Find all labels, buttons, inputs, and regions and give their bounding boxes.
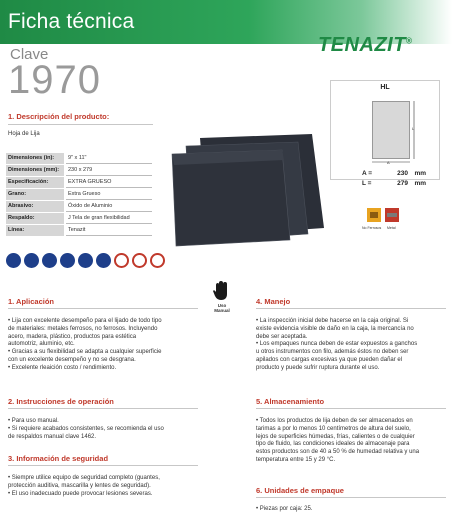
text-line: tipo de fluido, las condiciones ideales de almacenaje para	[256, 441, 410, 448]
text-line: tarimas a por lo menos 10 centímetros de altura del suelo,	[256, 425, 411, 432]
text-line: existe evidencia visible de daño en la caja, la mercancía no	[256, 325, 414, 332]
text-line: • Para uso manual.	[8, 418, 59, 424]
section-rule	[256, 497, 446, 498]
spec-value: J Tela de gran flexibilidad	[66, 213, 152, 224]
text-line: • Siempre utilice equipo de seguridad completo (guantes,	[8, 475, 160, 481]
manual-caption-line1: Uso	[217, 303, 227, 308]
dimension-unit: mm	[414, 180, 426, 187]
section-aplicacion-title: 1. Aplicación	[8, 297, 54, 306]
spec-value: 230 x 279	[66, 165, 152, 176]
brand-mark: ®	[405, 36, 413, 46]
page-title: Ficha técnica	[8, 10, 135, 33]
mask-icon	[24, 253, 39, 268]
spec-value: Óxido de Aluminio	[66, 201, 152, 212]
goggles-icon	[6, 253, 21, 268]
manual-caption-line2: Manual	[214, 308, 230, 313]
section-almacenamiento-title: 5. Almacenamiento	[256, 397, 325, 406]
ear-protection-icon	[42, 253, 57, 268]
text-line: producto y puede sufrir ruptura durante el uso.	[256, 364, 380, 371]
spec-key: Abrasivo:	[6, 201, 64, 212]
text-line: • Si requiere acabados consistentes, se recomienda el uso	[8, 425, 164, 432]
description-rule	[8, 124, 153, 125]
no-fire-icon	[150, 253, 165, 268]
spec-key: Dimensiones (in):	[6, 153, 64, 164]
text-line: protección auditiva, mascarilla y lentes de seguridad).	[8, 482, 151, 489]
text-line: • La inspección inicial debe hacerse en la caja original. Si	[256, 318, 409, 324]
diagram-dimension-lines	[368, 98, 418, 166]
sheet-front	[172, 150, 290, 246]
clave-label: Clave	[10, 46, 49, 63]
text-line: • Todos los productos de lija deben de ser almacenados en	[256, 418, 413, 424]
text-line: de respaldos manual clave 1462.	[8, 433, 97, 440]
text-line: temperatura entre 15 y 29 °C.	[256, 456, 336, 463]
section-manejo-title: 4. Manejo	[256, 297, 291, 306]
no-hands-icon	[114, 253, 129, 268]
dimension-label-a: A	[387, 160, 390, 165]
dimension-row	[362, 180, 426, 187]
spec-value: Extra Grueso	[66, 189, 152, 200]
no-cut-icon	[132, 253, 147, 268]
dimension-label-l: L	[412, 126, 415, 131]
section-rule	[8, 308, 198, 309]
text-line: • Excelente rleaición costo / rendimiento.	[8, 364, 117, 371]
text-line: u otros instrumentos con filo, además éstos no deben ser	[256, 349, 409, 356]
gloves-icon	[60, 253, 75, 268]
section-empaque-title: 6. Unidades de empaque	[256, 486, 344, 495]
text-line: acero, madera, plástico, productos para estética	[8, 333, 137, 340]
metal-icon	[385, 208, 399, 222]
text-line: • Los empaques nunca deben de estar expuestos a ganchos	[256, 341, 418, 348]
spec-key: Especificación:	[6, 177, 64, 188]
diagram-title: HL	[380, 84, 390, 91]
section-aplicacion-text	[8, 318, 203, 373]
spec-value: 9" x 11"	[66, 153, 152, 164]
product-image	[152, 110, 332, 248]
spec-key: Línea:	[6, 225, 64, 236]
boots-icon	[96, 253, 111, 268]
dimension-row	[362, 170, 426, 177]
spec-row	[6, 177, 152, 188]
spec-row	[6, 153, 152, 164]
description-title: 1. Descripción del producto:	[8, 112, 110, 121]
brand-name: TENAZIT	[318, 34, 406, 56]
section-instrucciones-text	[8, 418, 203, 441]
manual-use-icon	[212, 280, 232, 302]
spec-row	[6, 225, 152, 236]
brand-logo	[318, 34, 412, 57]
spec-row	[6, 213, 152, 224]
dimension-key: A =	[362, 170, 373, 177]
section-rule	[8, 465, 198, 466]
dimension-value: 230	[397, 170, 408, 177]
metal-caption: Metal	[387, 226, 396, 230]
no-ferrous-caption: No Ferrosos	[362, 226, 382, 230]
text-line: debe ser aceptada.	[256, 333, 308, 340]
spec-value: Tenazit	[66, 225, 152, 236]
spec-key: Respaldo:	[6, 213, 64, 224]
text-line: con un excelente desempeño y no se desgrana.	[8, 356, 136, 363]
dimension-value: 279	[397, 180, 408, 187]
description-text: Hoja de Lija	[8, 131, 40, 137]
text-line: estos productos son de 40 a 50 % de humedad relativa y una	[256, 449, 420, 456]
dimension-key: L =	[362, 180, 372, 187]
dimension-unit: mm	[414, 170, 426, 177]
text-line: de materiales: metales ferrosos, no ferrosos. Incluyendo	[8, 325, 158, 332]
section-rule	[256, 308, 446, 309]
text-line: • Gracias a su flexibilidad se adapta a cualquier superficie	[8, 349, 162, 356]
no-ferrous-icon	[367, 208, 381, 222]
eye-protection-icon	[78, 253, 93, 268]
text-line: lejos de superficies húmedas, frías, calientes o de cualquier	[256, 433, 415, 440]
spec-key: Dimensiones (mm):	[6, 165, 64, 176]
section-seguridad-title: 3. Información de seguridad	[8, 454, 109, 463]
text-line: • El uso inadecuado puede provocar lesiones severas.	[8, 490, 153, 497]
section-manejo-text	[256, 318, 448, 373]
text-line: • Piezas por caja: 25.	[256, 506, 313, 512]
spec-key: Grano:	[6, 189, 64, 200]
spec-value: EXTRA GRUESO	[66, 177, 152, 188]
text-line: • Lija con excelente desempeño para el lijado de todo tipo	[8, 318, 162, 324]
clave-number: 1970	[8, 58, 101, 102]
section-rule	[256, 408, 446, 409]
text-line: automotriz, aluminio, etc.	[8, 341, 75, 348]
section-rule	[8, 408, 198, 409]
text-line: apilados con cargas excesivas ya que pueden dañar el	[256, 356, 403, 363]
section-instrucciones-title: 2. Instrucciones de operación	[8, 397, 114, 406]
section-almacenamiento-text	[256, 418, 448, 465]
section-empaque-text	[256, 506, 448, 514]
spec-row	[6, 189, 152, 200]
spec-row	[6, 201, 152, 212]
spec-row	[6, 165, 152, 176]
section-seguridad-text	[8, 475, 203, 498]
manual-caption	[200, 303, 244, 313]
